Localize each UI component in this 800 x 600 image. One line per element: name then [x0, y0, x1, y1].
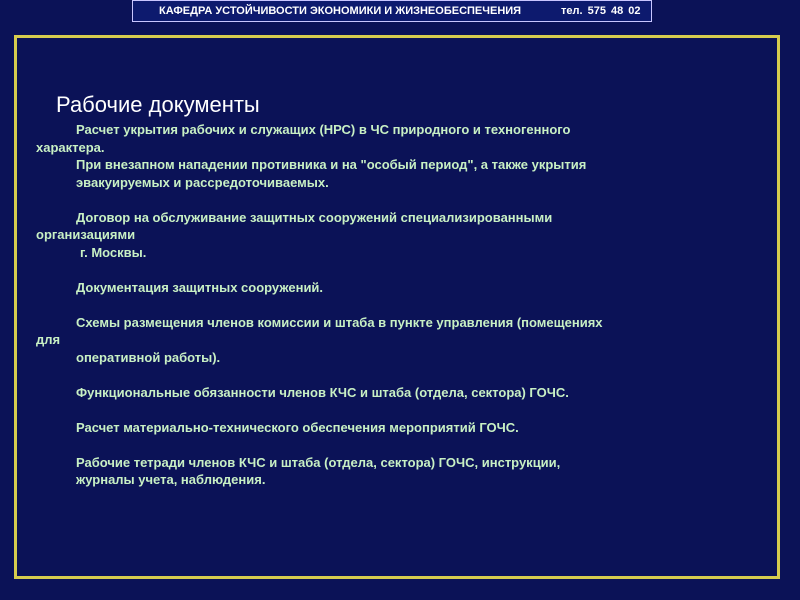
list-item: Схемы размещения членов комиссии и штаба в пункте управления (помещениях — [76, 314, 603, 330]
list-item: Рабочие тетради членов КЧС и штаба (отдела, сектора) ГОЧС, инструкции, — [76, 454, 561, 470]
list-item: Расчет укрытия рабочих и служащих (НРС) в ЧС природного и техногенного — [76, 122, 571, 137]
list-item: Договор на обслуживание защитных сооружений специализированными — [76, 209, 553, 225]
spacer — [36, 296, 736, 314]
spacer — [36, 401, 736, 419]
header-phone: тел. 575 48 02 — [561, 5, 641, 17]
list-item: Функциональные обязанности членов КЧС и штаба (отдела, сектора) ГОЧС. — [76, 384, 569, 400]
list-item: журналы учета, наблюдения. — [76, 472, 266, 487]
spacer — [36, 366, 736, 384]
list-item: Расчет материально-технического обеспечения мероприятий ГОЧС. — [76, 419, 519, 435]
list-item: Документация защитных сооружений. — [76, 279, 324, 295]
document-list — [36, 121, 736, 489]
spacer — [36, 191, 736, 209]
list-item: При внезапном нападении противника и на "особый период", а также укрытия — [76, 157, 587, 172]
list-item: эвакуируемых и рассредоточиваемых. — [76, 174, 329, 190]
list-item: г. Москвы. — [80, 244, 147, 260]
list-item: для — [36, 332, 61, 347]
page-title: Рабочие документы — [56, 92, 260, 117]
header-bar — [132, 0, 652, 22]
list-item: организациями — [36, 227, 136, 242]
spacer — [36, 436, 736, 454]
header-title: КАФЕДРА УСТОЙЧИВОСТИ ЭКОНОМИКИ И ЖИЗНЕОБЕСПЕЧЕНИЯ — [159, 5, 522, 17]
list-item: оперативной работы). — [76, 349, 221, 365]
spacer — [36, 261, 736, 279]
list-item: характера. — [36, 139, 105, 155]
